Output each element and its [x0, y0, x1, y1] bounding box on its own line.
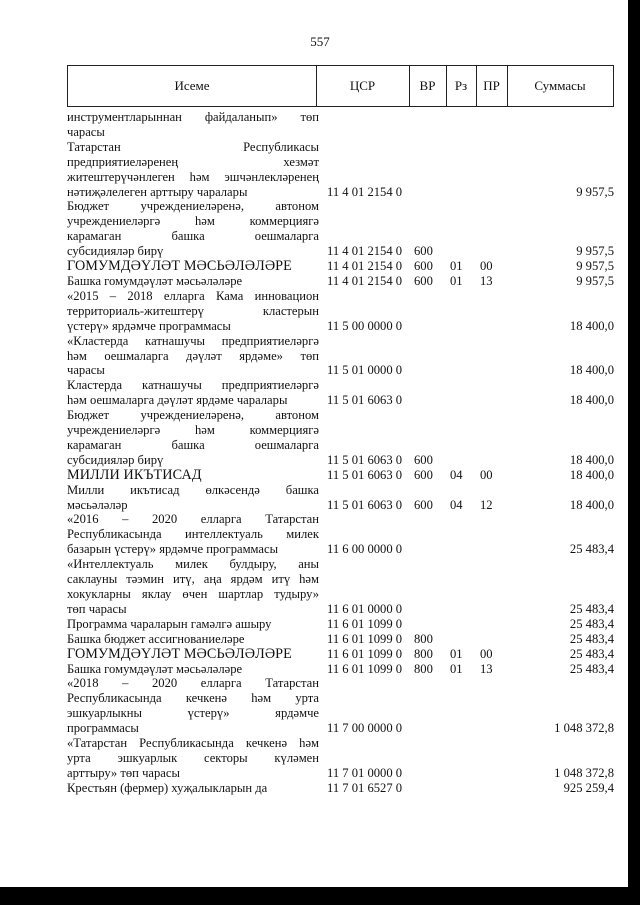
row-name-line: Башка гомумдәүләт мәсьәләләре — [67, 273, 243, 288]
cell-rz: 01 — [450, 259, 463, 274]
cell-csr: 11 7 01 0000 0 — [327, 765, 403, 780]
row-name-line: урта эшкуарлык секторы күләмен — [67, 750, 319, 765]
scan-border-bottom — [0, 887, 640, 905]
column-header-pr: ПР — [476, 66, 508, 106]
table-row — [67, 274, 614, 289]
row-name — [67, 647, 319, 662]
row-name-line: саклауны тәэмин итү, аңа ярдәм итү һәм — [67, 572, 319, 587]
cell-sum: 25 483,4 — [569, 661, 614, 676]
table-row — [67, 736, 614, 781]
cell-csr: 11 6 01 1099 0 — [327, 646, 403, 661]
row-name — [67, 199, 319, 259]
row-name — [67, 662, 319, 677]
row-name-line: һәм оешмаларга дәүләт ярдәме чаралары — [67, 393, 288, 408]
row-name — [67, 289, 319, 334]
cell-csr: 11 5 01 6063 0 — [327, 497, 403, 512]
table-row — [67, 378, 614, 408]
row-name-line: һәм оешмаларга дәүләт ярдәме» төп — [67, 348, 319, 363]
column-header-sum: Суммасы — [534, 78, 586, 93]
row-name-line: «2018 – 2020 елларга Татарстан — [67, 676, 319, 691]
row-name-line: базарын үстерү» ярдәмче программасы — [67, 542, 279, 557]
cell-rz: 04 — [450, 497, 463, 512]
row-name-line: Бюджет учреждениеләренә, автоном — [67, 199, 319, 214]
row-name-line: хокукларны яклау өчен шартлар тудыру» — [67, 587, 319, 601]
cell-csr: 11 4 01 2154 0 — [327, 244, 403, 259]
cell-pr: 00 — [480, 467, 493, 482]
row-name — [67, 781, 319, 796]
cell-sum: 25 483,4 — [569, 646, 614, 661]
row-name-line: «Кластерда катнашучы предприятиеләргә — [67, 333, 319, 348]
cell-csr: 11 7 00 0000 0 — [327, 721, 403, 736]
row-name — [67, 378, 319, 408]
row-name-line: Татарстан Республикасы — [67, 139, 319, 154]
row-name — [67, 483, 319, 513]
row-name — [67, 512, 319, 557]
row-name-line: нәтиҗәлелеген арттыру чаралары — [67, 184, 248, 199]
table-row — [67, 140, 614, 200]
row-name-line: «2016 – 2020 елларга Татарстан — [67, 512, 319, 527]
cell-sum: 25 483,4 — [569, 542, 614, 557]
cell-csr: 11 6 00 0000 0 — [327, 542, 403, 557]
cell-pr: 00 — [480, 646, 493, 661]
row-name-line: мәсьәләләр — [67, 497, 128, 512]
cell-vr: 600 — [414, 244, 433, 259]
row-name — [67, 676, 319, 736]
row-name-line: Программа чараларын гамәлгә ашыру — [67, 616, 272, 631]
row-name-line: төп чарасы — [67, 601, 127, 616]
row-name — [67, 617, 319, 632]
row-name-line: Крестьян (фермер) хуҗалыкларын да — [67, 780, 268, 795]
row-name — [67, 408, 319, 468]
cell-sum: 25 483,4 — [569, 631, 614, 646]
table-row — [67, 110, 614, 140]
row-name — [67, 736, 319, 781]
row-name-line: Бюджет учреждениеләренә, автоном — [67, 408, 319, 423]
table-row — [67, 632, 614, 647]
page-number: 557 — [310, 34, 330, 49]
table-row — [67, 676, 614, 736]
row-name-line: карамаган башка оешмаларга — [67, 229, 319, 244]
cell-csr: 11 6 01 1099 0 — [327, 661, 403, 676]
cell-sum: 18 400,0 — [569, 467, 614, 482]
cell-sum: 18 400,0 — [569, 318, 614, 333]
row-name-line: предприятиеләренең хезмәт — [67, 154, 319, 169]
row-name-line: инструментларыннан файдаланып» төп — [67, 110, 319, 124]
row-name-line: карамаган башка оешмаларга — [67, 437, 319, 452]
cell-csr: 11 4 01 2154 0 — [327, 273, 403, 288]
row-name-line: эшкуарлыкны үстерү» ярдәмче — [67, 706, 319, 721]
table-row — [67, 199, 614, 259]
cell-sum: 18 400,0 — [569, 497, 614, 512]
cell-rz: 04 — [450, 467, 463, 482]
table-row — [67, 647, 614, 662]
cell-sum: 25 483,4 — [569, 601, 614, 616]
cell-sum: 18 400,0 — [569, 363, 614, 378]
cell-vr: 800 — [414, 646, 433, 661]
cell-pr: 12 — [480, 497, 493, 512]
cell-sum: 9 957,5 — [576, 273, 614, 288]
cell-vr: 800 — [414, 631, 433, 646]
cell-pr: 13 — [480, 661, 493, 676]
table-row — [67, 617, 614, 632]
row-name-line: чарасы — [67, 124, 105, 139]
column-header-vr: ВР — [409, 66, 447, 106]
cell-csr: 11 5 01 6063 0 — [327, 393, 403, 408]
row-name-line: «2015 – 2018 елларга Кама инновацион — [67, 288, 319, 303]
row-name-line: Республикасында кечкенә һәм урта — [67, 691, 319, 706]
row-name-line: Башка гомумдәүләт мәсьәләләре — [67, 661, 243, 676]
cell-sum: 9 957,5 — [576, 184, 614, 199]
table-row — [67, 259, 614, 274]
row-name-line: Республикасында интеллектуаль милек — [67, 527, 319, 542]
row-name — [67, 259, 319, 274]
cell-csr: 11 6 01 1099 0 — [327, 616, 403, 631]
table-body — [67, 110, 614, 796]
cell-pr: 00 — [480, 259, 493, 274]
cell-sum: 18 400,0 — [569, 452, 614, 467]
row-name-line: «Татарстан Республикасында кечкенә һәм — [67, 736, 319, 751]
cell-csr: 11 6 01 1099 0 — [327, 631, 403, 646]
cell-csr: 11 6 01 0000 0 — [327, 601, 403, 616]
row-name-line: МИЛЛИ ИКЪТИСАД — [67, 466, 202, 483]
row-name — [67, 110, 319, 140]
row-name — [67, 632, 319, 647]
row-name-line: Милли икътисад өлкәсендә башка — [67, 482, 319, 497]
row-name — [67, 557, 319, 617]
cell-rz: 01 — [450, 646, 463, 661]
cell-sum: 1 048 372,8 — [554, 721, 614, 736]
cell-sum: 25 483,4 — [569, 616, 614, 631]
cell-sum: 9 957,5 — [576, 259, 614, 274]
row-name-line: программасы — [67, 721, 139, 736]
row-name-line: субсидияләр бирү — [67, 452, 164, 467]
cell-csr: 11 4 01 2154 0 — [327, 259, 403, 274]
row-name-line: ГОМУМДӘҮЛӘТ МӘСЬӘЛӘЛӘРЕ — [67, 645, 292, 662]
row-name-line: Башка бюджет ассигнованиеләре — [67, 631, 245, 646]
row-name-line: территориаль-житештерү кластерын — [67, 303, 319, 318]
row-name — [67, 274, 319, 289]
cell-csr: 11 5 01 6063 0 — [327, 452, 403, 467]
table-row — [67, 468, 614, 483]
row-name-line: чарасы — [67, 363, 105, 378]
cell-vr: 600 — [414, 497, 433, 512]
scan-border-right — [628, 0, 640, 905]
cell-csr: 11 5 01 0000 0 — [327, 363, 403, 378]
row-name-line: ГОМУМДӘҮЛӘТ МӘСЬӘЛӘЛӘРЕ — [67, 258, 292, 275]
column-header-csr: ЦСР — [316, 66, 410, 106]
row-name-line: учреждениеләргә һәм коммерциягә — [67, 214, 319, 229]
column-header-rz: Рз — [446, 66, 477, 106]
row-name — [67, 334, 319, 379]
cell-sum: 925 259,4 — [563, 780, 614, 795]
table-row — [67, 334, 614, 379]
cell-csr: 11 7 01 6527 0 — [327, 780, 403, 795]
table-row — [67, 781, 614, 796]
cell-rz: 01 — [450, 661, 463, 676]
row-name-line: учреждениеләргә һәм коммерциягә — [67, 423, 319, 438]
cell-csr: 11 5 01 6063 0 — [327, 467, 403, 482]
cell-vr: 800 — [414, 661, 433, 676]
table-row — [67, 408, 614, 468]
cell-sum: 18 400,0 — [569, 393, 614, 408]
row-name-line: субсидияләр бирү — [67, 244, 164, 259]
row-name — [67, 468, 319, 483]
cell-pr: 13 — [480, 273, 493, 288]
table-header — [67, 65, 614, 107]
cell-csr: 11 4 01 2154 0 — [327, 184, 403, 199]
cell-vr: 600 — [414, 452, 433, 467]
cell-sum: 9 957,5 — [576, 244, 614, 259]
cell-vr: 600 — [414, 273, 433, 288]
table-row — [67, 512, 614, 557]
table-row — [67, 289, 614, 334]
table-row — [67, 557, 614, 617]
row-name-line: Кластерда катнашучы предприятиеләргә — [67, 378, 319, 393]
row-name — [67, 140, 319, 200]
column-header-name: Исеме — [68, 66, 317, 106]
row-name-line: арттыру» төп чарасы — [67, 765, 180, 780]
cell-rz: 01 — [450, 273, 463, 288]
cell-vr: 600 — [414, 259, 433, 274]
table-row — [67, 483, 614, 513]
row-name-line: үстерү» ярдәмче программасы — [67, 318, 231, 333]
cell-sum: 1 048 372,8 — [554, 765, 614, 780]
row-name-line: «Интеллектуаль милек булдыру, аны — [67, 557, 319, 572]
row-name-line: житештерүчәнлеген һәм эшчәнлекләренең — [67, 169, 319, 184]
table-row — [67, 662, 614, 677]
cell-vr: 600 — [414, 467, 433, 482]
cell-csr: 11 5 00 0000 0 — [327, 318, 403, 333]
